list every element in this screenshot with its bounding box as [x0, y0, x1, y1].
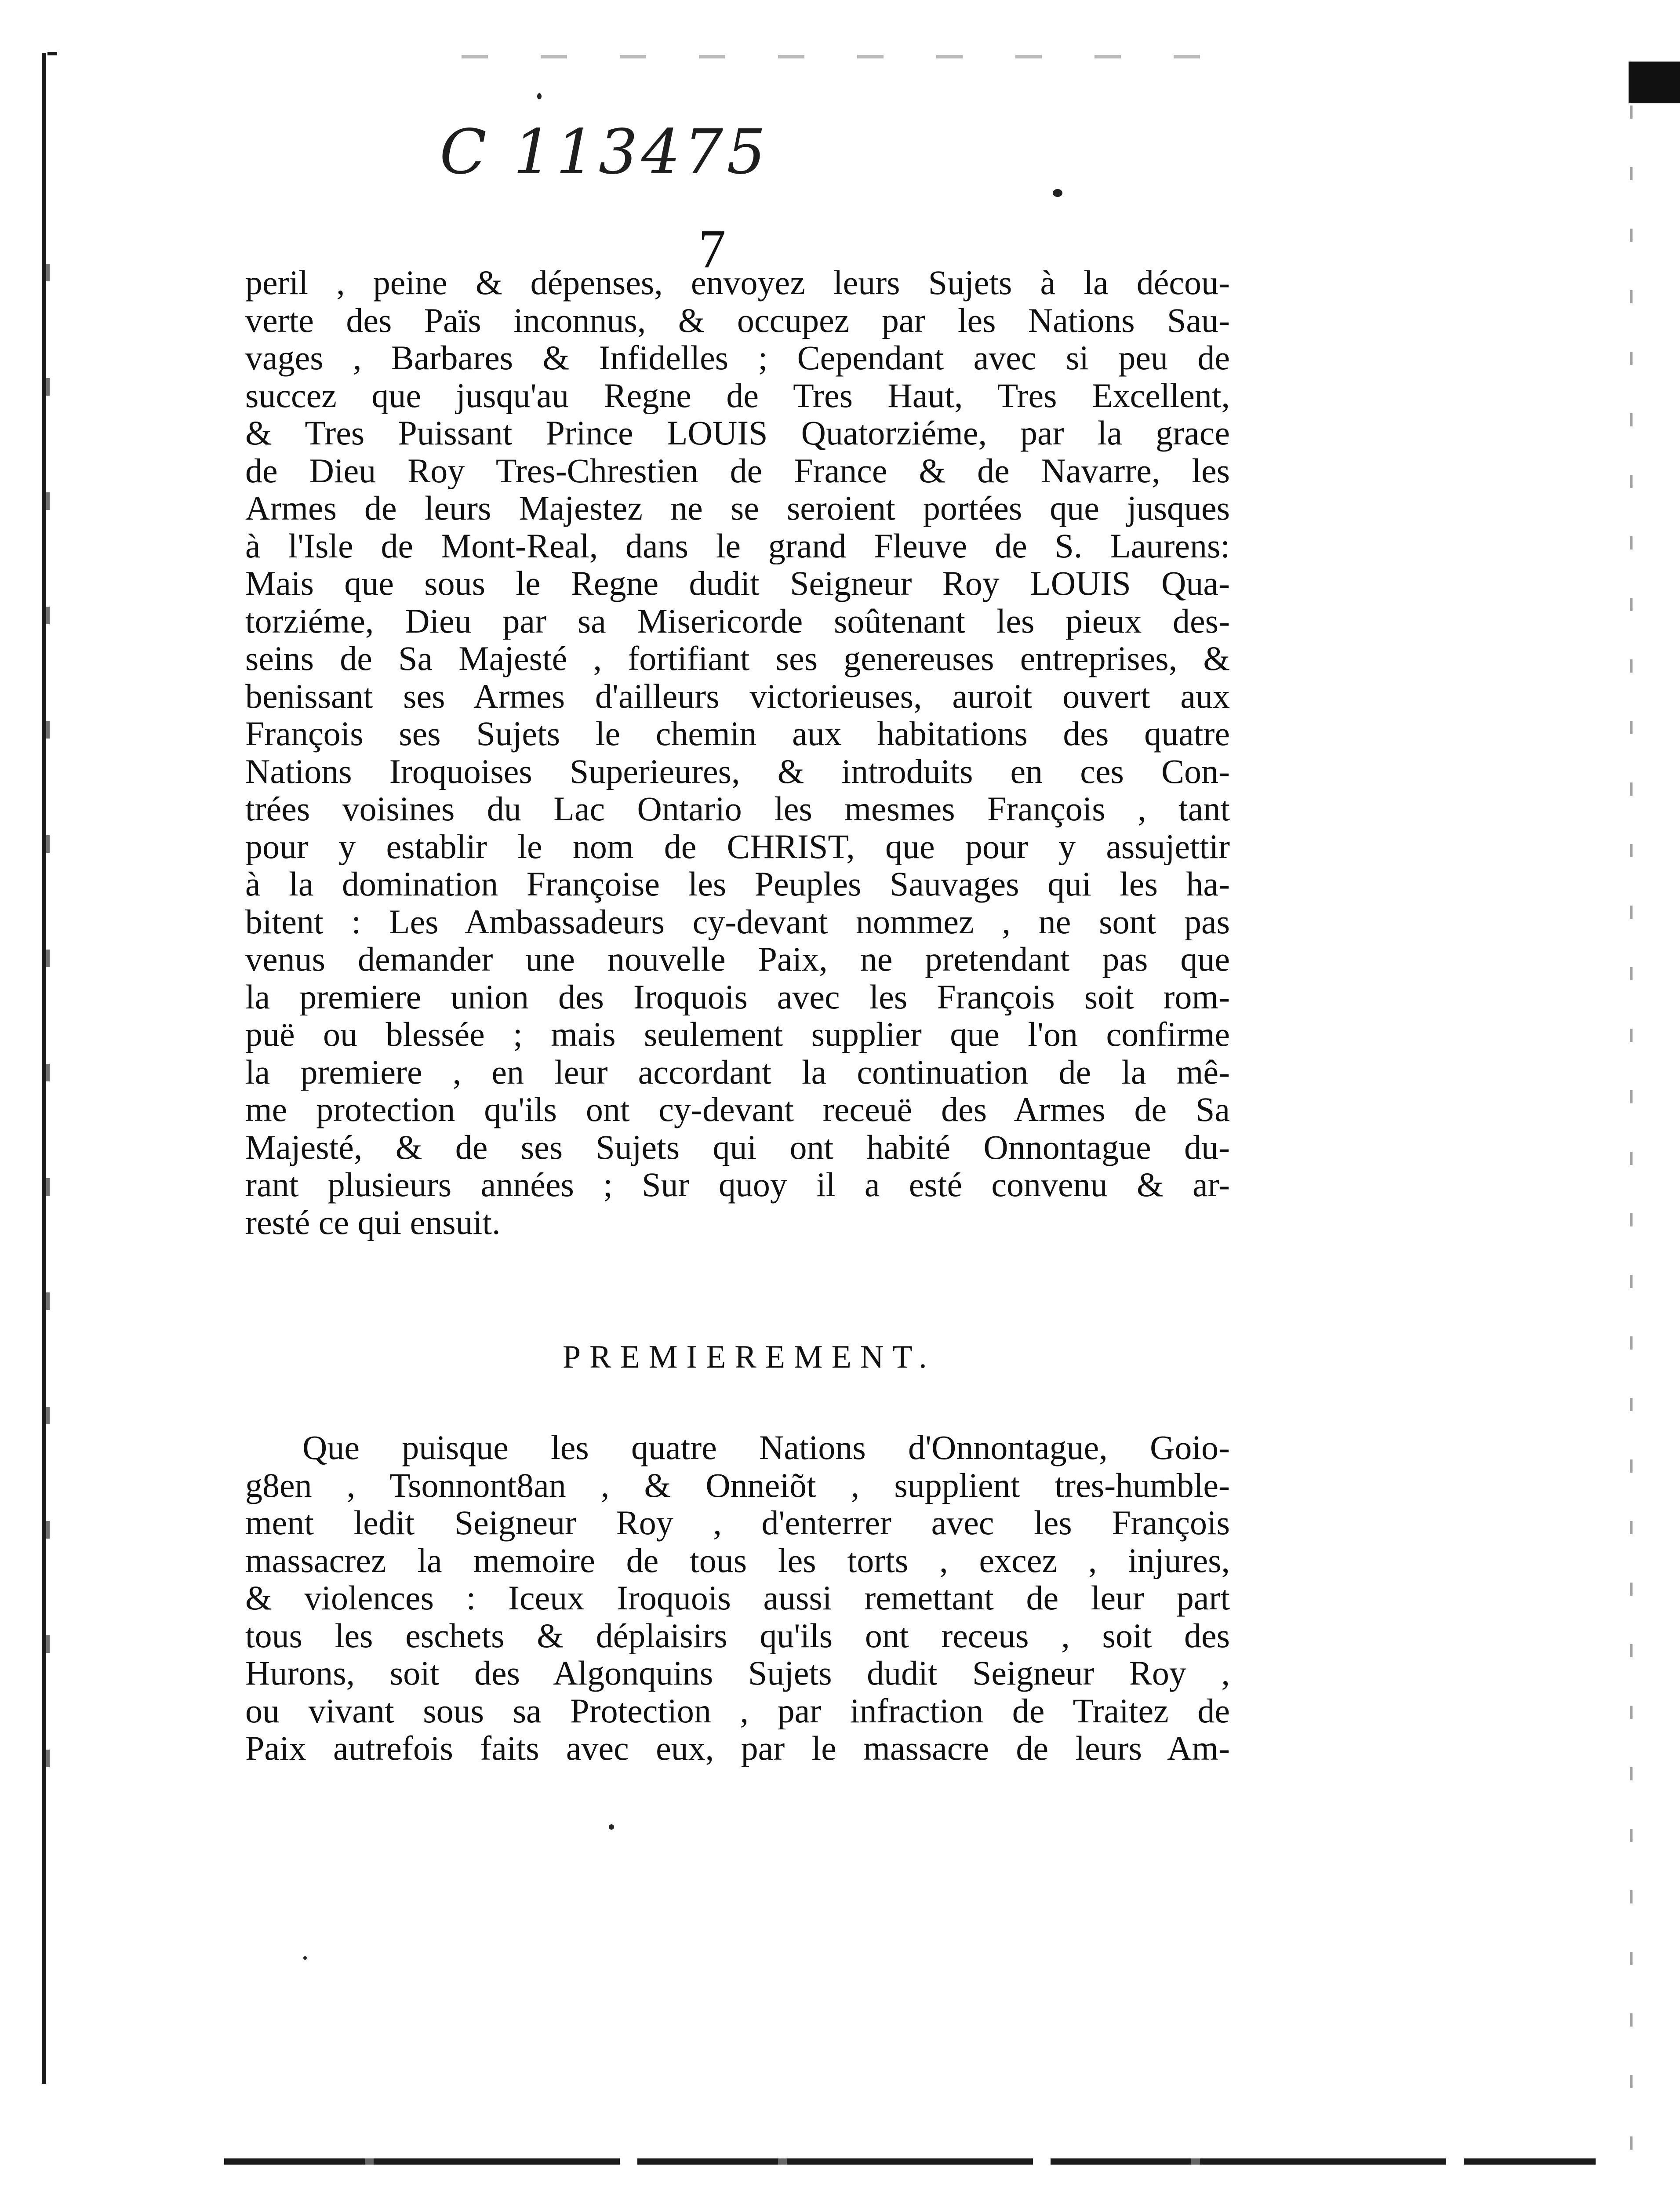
text-line: pour y establir le nom de CHRIST, que pour y assujettir — [245, 827, 1230, 865]
text-line: resté ce qui ensuit. — [245, 1203, 501, 1241]
text-line: massacrez la memoire de tous les torts , excez , injures, — [245, 1541, 1230, 1579]
text-line: ou vivant sous sa Protection , par infraction de Traitez de — [245, 1692, 1230, 1729]
text-line: Majesté, & de ses Sujets qui ont habité Onnontague du- — [245, 1128, 1230, 1166]
text-line: g8en , Tsonnont8an , & Onneiõt , supplient tres-humble- — [245, 1466, 1230, 1504]
text-line: la premiere union des Iroquois avec les François soit rom- — [245, 978, 1230, 1015]
text-line: Mais que sous le Regne dudit Seigneur Roy LOUIS Qua- — [245, 564, 1230, 602]
text-line: Armes de leurs Majestez ne se seroient portées que jusques — [245, 489, 1230, 527]
archive-number: C 113475 — [440, 116, 770, 188]
paragraph-1 — [245, 264, 1230, 1241]
text-line: à la domination Françoise les Peuples Sauvages qui les ha- — [245, 865, 1230, 903]
text-line: verte des Païs inconnus, & occupez par les Nations Sau- — [245, 301, 1230, 339]
stray-mark — [537, 93, 542, 99]
scan-left-tick — [47, 52, 57, 55]
text-line: succez que jusqu'au Regne de Tres Haut, Tres Excellent, — [245, 376, 1230, 414]
scan-left-marks — [46, 264, 50, 1846]
page-number: 7 — [698, 219, 726, 280]
text-line: & Tres Puissant Prince LOUIS Quatorziéme, par la grace — [245, 414, 1230, 452]
scan-left-border — [42, 53, 46, 2084]
text-line: Paix autrefois faits avec eux, par le massacre de leurs Am- — [245, 1729, 1230, 1767]
text-line: rant plusieurs années ; Sur quoy il a esté convenu & ar- — [245, 1166, 1230, 1204]
scan-right-edge — [1630, 106, 1633, 2172]
text-line: Nations Iroquoises Superieures, & introduits en ces Con- — [245, 752, 1230, 790]
text-line: peril , peine & dépenses, envoyez leurs Sujets à la décou- — [245, 264, 1230, 302]
text-line: Que puisque les quatre Nations d'Onnontague, Goio- — [302, 1429, 1230, 1467]
text-line: François ses Sujets le chemin aux habitations des quatre — [245, 715, 1230, 753]
stray-mark — [609, 1824, 614, 1830]
text-line: la premiere , en leur accordant la continuation de la mê- — [245, 1053, 1230, 1091]
text-line: seins de Sa Majesté , fortifiant ses genereuses entreprises, & — [245, 640, 1230, 677]
section-heading: PREMIEREMENT. — [563, 1339, 936, 1375]
text-line: Hurons, soit des Algonquins Sujets dudit Seigneur Roy , — [245, 1654, 1230, 1692]
scan-right-block — [1629, 62, 1680, 103]
text-line: de Dieu Roy Tres-Chrestien de France & de Navarre, les — [245, 451, 1230, 489]
text-line: & violences : Iceux Iroquois aussi remettant de leur part — [245, 1579, 1230, 1617]
text-line: à l'Isle de Mont-Real, dans le grand Fleuve de S. Laurens: — [245, 527, 1230, 564]
text-line: benissant ses Armes d'ailleurs victorieuses, auroit ouvert aux — [245, 677, 1230, 715]
stray-mark — [1053, 189, 1062, 197]
text-line: bitent : Les Ambassadeurs cy-devant nommez , ne sont pas — [245, 902, 1230, 940]
scan-bottom-rule — [224, 2158, 1596, 2165]
text-line: trées voisines du Lac Ontario les mesmes François , tant — [245, 790, 1230, 828]
stray-mark — [303, 1956, 307, 1960]
text-line: ment ledit Seigneur Roy , d'enterrer avec les François — [245, 1504, 1230, 1542]
paragraph-2 — [245, 1429, 1230, 1767]
text-line: torziéme, Dieu par sa Misericorde soûtenant les pieux des- — [245, 602, 1230, 640]
text-line: vages , Barbares & Infidelles ; Cependant avec si peu de — [245, 339, 1230, 377]
text-line: me protection qu'ils ont cy-devant receuë des Armes de Sa — [245, 1091, 1230, 1128]
text-line: puë ou blessée ; mais seulement supplier que l'on confirme — [245, 1015, 1230, 1053]
text-line: venus demander une nouvelle Paix, ne pretendant pas que — [245, 940, 1230, 978]
scan-top-noise — [462, 55, 1253, 58]
text-line: tous les eschets & déplaisirs qu'ils ont receus , soit des — [245, 1616, 1230, 1654]
